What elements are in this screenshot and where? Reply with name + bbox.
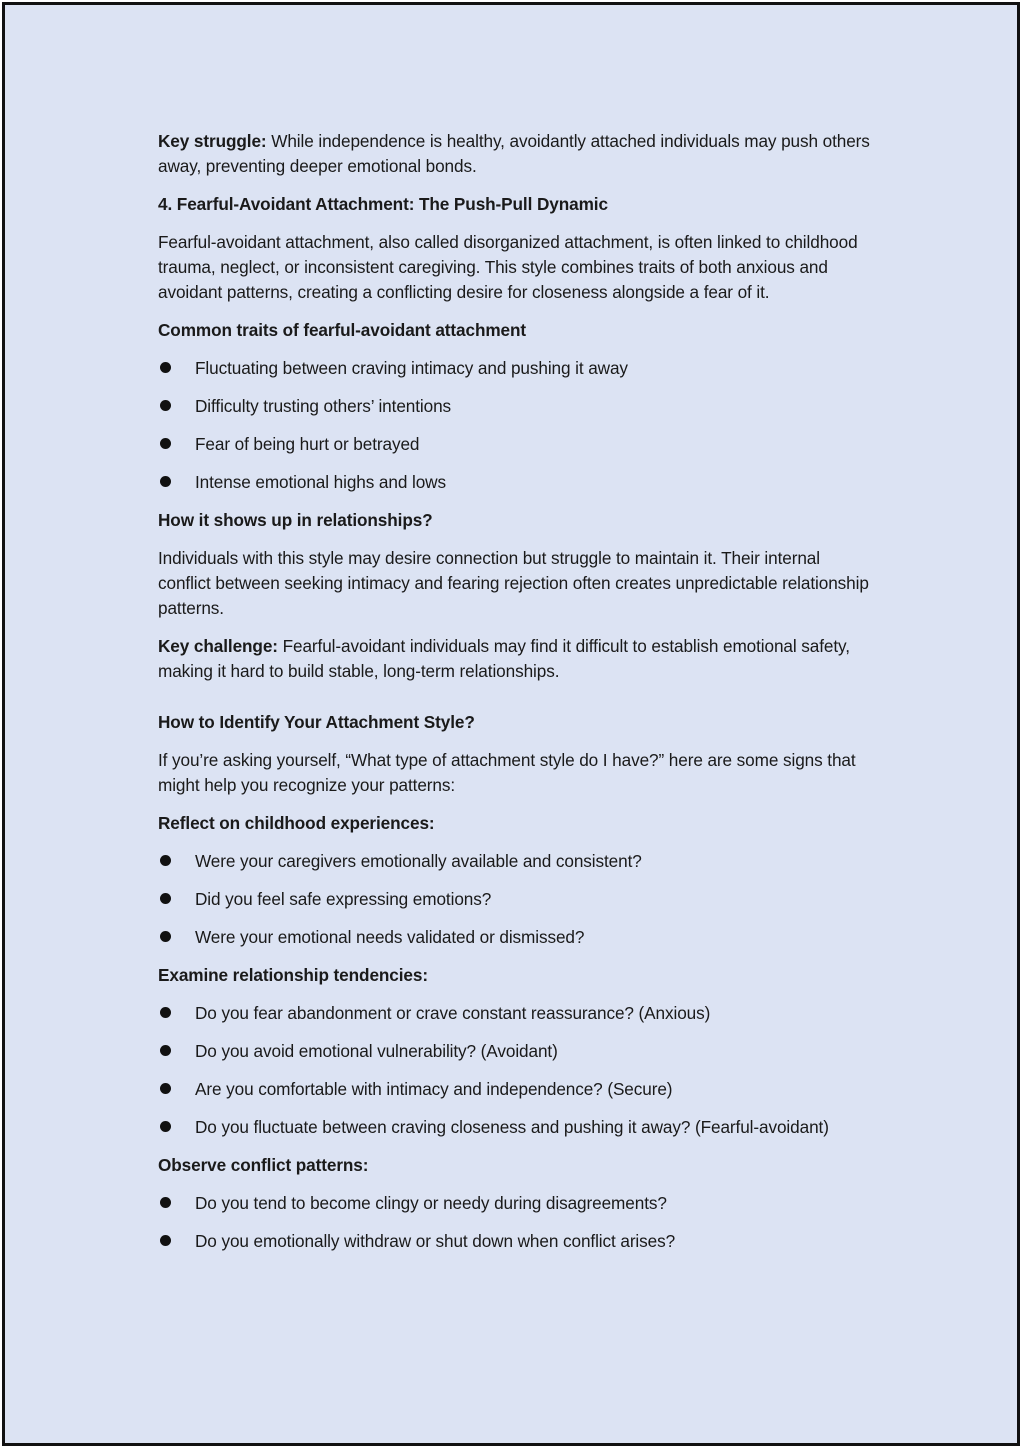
list-item [158,849,873,874]
examine-heading: Examine relationship tendencies: [158,965,428,985]
list-item [158,887,873,912]
bullet-icon [160,1121,171,1132]
list-item-text: Difficulty trusting others’ intentions [195,396,452,416]
shows-up-heading: How it shows up in relationships? [158,510,433,530]
traits-list [158,356,873,495]
fearful-avoidant-heading: 4. Fearful-Avoidant Attachment: The Push-Pull Dynamic [158,194,608,214]
document-content [158,129,873,1267]
list-item [158,925,873,950]
shows-up-paragraph: Individuals with this style may desire connection but struggle to maintain it. Their internal conflict between seeking intimacy and fearing rejection often creates unpredictable relationship patterns. [158,548,869,618]
list-item [158,1115,873,1140]
list-item-text: Do you emotionally withdraw or shut down when conflict arises? [195,1231,676,1251]
bullet-icon [160,1197,171,1208]
bullet-icon [160,476,171,487]
list-item [158,394,873,419]
key-challenge-label: Key challenge: [158,636,278,656]
bullet-icon [160,1007,171,1018]
key-challenge-paragraph [158,634,873,684]
common-traits-heading: Common traits of fearful-avoidant attachment [158,320,527,340]
list-item [158,1191,873,1216]
list-item [158,1001,873,1026]
examine-list [158,1001,873,1140]
key-challenge-text: Fearful-avoidant individuals may find it difficult to establish emotional safety, making it hard to build stable, long-term relationships. [158,636,850,681]
list-item [158,1229,873,1254]
list-item [158,470,873,495]
list-item [158,356,873,381]
list-item [158,1039,873,1064]
bullet-icon [160,893,171,904]
fearful-avoidant-intro: Fearful-avoidant attachment, also called disorganized attachment, is often linked to childhood trauma, neglect, or inconsistent caregiving. This style combines traits of both anxious and avoidant patterns, creating a conflicting desire for closeness alongside a fear of it. [158,232,858,302]
list-item-text: Fluctuating between craving intimacy and pushing it away [195,358,628,378]
bullet-icon [160,400,171,411]
list-item-text: Were your caregivers emotionally available and consistent? [195,851,642,871]
reflect-heading: Reflect on childhood experiences: [158,813,435,833]
list-item-text: Did you feel safe expressing emotions? [195,889,492,909]
observe-heading: Observe conflict patterns: [158,1155,369,1175]
list-item-text: Do you tend to become clingy or needy during disagreements? [195,1193,667,1213]
bullet-icon [160,362,171,373]
key-struggle-text: While independence is healthy, avoidantly attached individuals may push others away, preventing deeper emotional bonds. [158,131,870,176]
bullet-icon [160,855,171,866]
list-item-text: Fear of being hurt or betrayed [195,434,420,454]
bullet-icon [160,1235,171,1246]
list-item-text: Were your emotional needs validated or dismissed? [195,927,585,947]
list-item-text: Do you fear abandonment or crave constant reassurance? (Anxious) [195,1003,711,1023]
list-item [158,432,873,457]
identify-heading: How to Identify Your Attachment Style? [158,712,475,732]
bullet-icon [160,438,171,449]
list-item-text: Do you avoid emotional vulnerability? (Avoidant) [195,1041,558,1061]
observe-list [158,1191,873,1254]
bullet-icon [160,1083,171,1094]
identify-paragraph: If you’re asking yourself, “What type of attachment style do I have?” here are some signs that might help you recognize your patterns: [158,750,856,795]
document-page [2,2,1020,1446]
reflect-list [158,849,873,950]
key-struggle-label: Key struggle: [158,131,267,151]
list-item [158,1077,873,1102]
section-spacer [158,697,873,710]
list-item-text: Intense emotional highs and lows [195,472,446,492]
list-item-text: Do you fluctuate between craving closeness and pushing it away? (Fearful-avoidant) [195,1117,829,1137]
bullet-icon [160,1045,171,1056]
list-item-text: Are you comfortable with intimacy and independence? (Secure) [195,1079,673,1099]
bullet-icon [160,931,171,942]
key-struggle-paragraph [158,129,873,179]
